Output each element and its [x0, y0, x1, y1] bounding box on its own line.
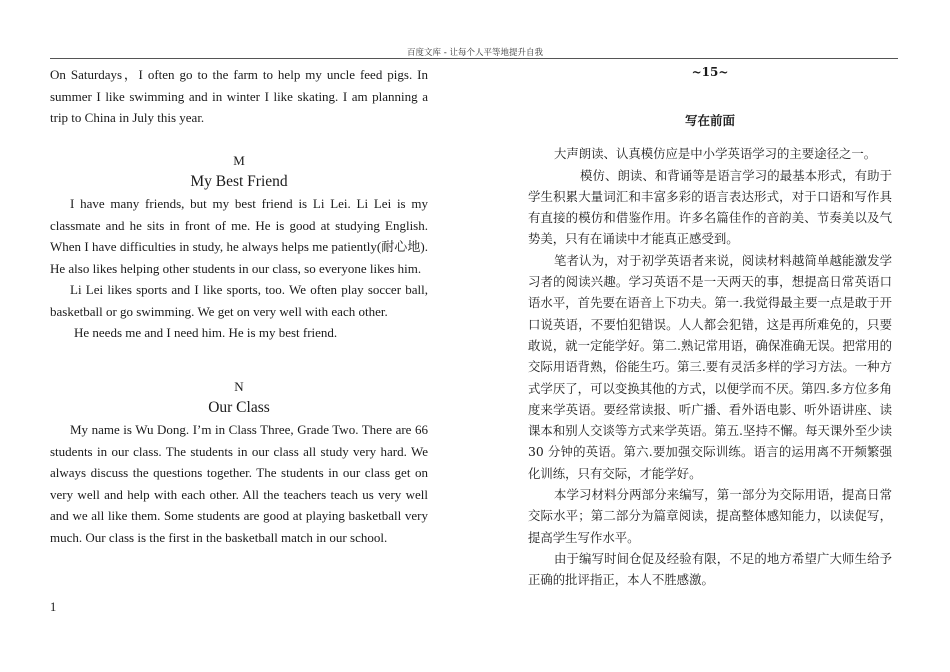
paragraph: 大声朗读、认真模仿应是中小学英语学习的主要途径之一。 [554, 146, 877, 162]
paragraph: My name is Wu Dong. I’m in Class Three, Grade Two. There are 66 students in our class. The students in our class all study very hard. We always discuss the questions together. The students in our class get on very well and help with each other. All the teachers teach us very well and we all like them. Some students are good at playing basketball very much. Our class is the first in the basketball match in our school. [50, 422, 428, 545]
paragraph: 笔者认为，对于初学英语者来说，阅读材料越简单越能激发学习者的阅读兴趣。学习英语不是一天两天的事，想提高日常英语口语水平，首先要在语音上下功夫。第一.我觉得最主要一点是敢于开口说英语，不要怕犯错误。人人都会犯错，这是再所难免的，只要敢说，就一定能学好。第二.熟记常用语，确保准确无误。把常用的交际用语背熟，俗能生巧。第三.要有灵活多样的学习方法。一种方式学厌了，可以变换其他的方式，以便学而不厌。第四.多方位多角度来学英语。要经常读报、听广播、看外语电影、听外语讲座、读课本和别人交谈等方式来学英语。第五.坚持不懈。每天课外至少读 30 分钟的英语。第六.要加强交际训练。语言的运用离不开频繁强化训练，只有交际，才能学好。 [528, 252, 892, 481]
paragraph: He needs me and I need him. He is my best friend. [74, 325, 338, 340]
section-title-our-class: Our Class [208, 399, 270, 416]
paragraph: 本学习材料分两部分来编写，第一部分为交际用语，提高日常交际水平；第二部分为篇章阅读，提高整体感知能力，以读促写，提高学生写作水平。 [528, 487, 892, 545]
section-letter-m: M [233, 152, 245, 168]
paragraph: 模仿、朗读、和背诵等是语言学习的最基本形式，有助于学生积累大量词汇和丰富多彩的语言表达形式，对于口语和写作具有直接的模仿和借鉴作用。许多名篇佳作的音韵美、节奏美以及气势美，只有在诵读中才能真正感受到。 [528, 167, 892, 247]
right-column [528, 64, 892, 591]
left-column [50, 64, 428, 548]
intro-paragraph: On Saturdays，I often go to the farm to help my uncle feed pigs. In summer I like swimming and in winter I like skating. I am planning a trip to China in July this year. [50, 67, 428, 125]
section-title-my-best-friend: My Best Friend [190, 173, 288, 190]
document-header: 百度文库 - 让每个人平等地提升自我 [407, 48, 543, 58]
page-marker: ~15~ [691, 65, 729, 79]
paragraph: Li Lei likes sports and I like sports, too. We often play soccer ball, basketball or go swimming. We get on very well with each other. [50, 282, 428, 319]
paragraph: I have many friends, but my best friend is Li Lei. Li Lei is my classmate and he sits in front of me. He is good at studying English. When I have difficulties in study, he always helps me patiently(耐心地). He also likes helping other students in our class, so everyone likes him. [50, 196, 428, 276]
section-letter-n: N [234, 378, 244, 394]
preface-title: 写在前面 [684, 113, 735, 128]
page-number: 1 [50, 600, 57, 614]
paragraph: 由于编写时间仓促及经验有限，不足的地方希望广大师生给予正确的批评指正，本人不胜感激。 [528, 550, 892, 588]
header-rule [50, 58, 898, 59]
